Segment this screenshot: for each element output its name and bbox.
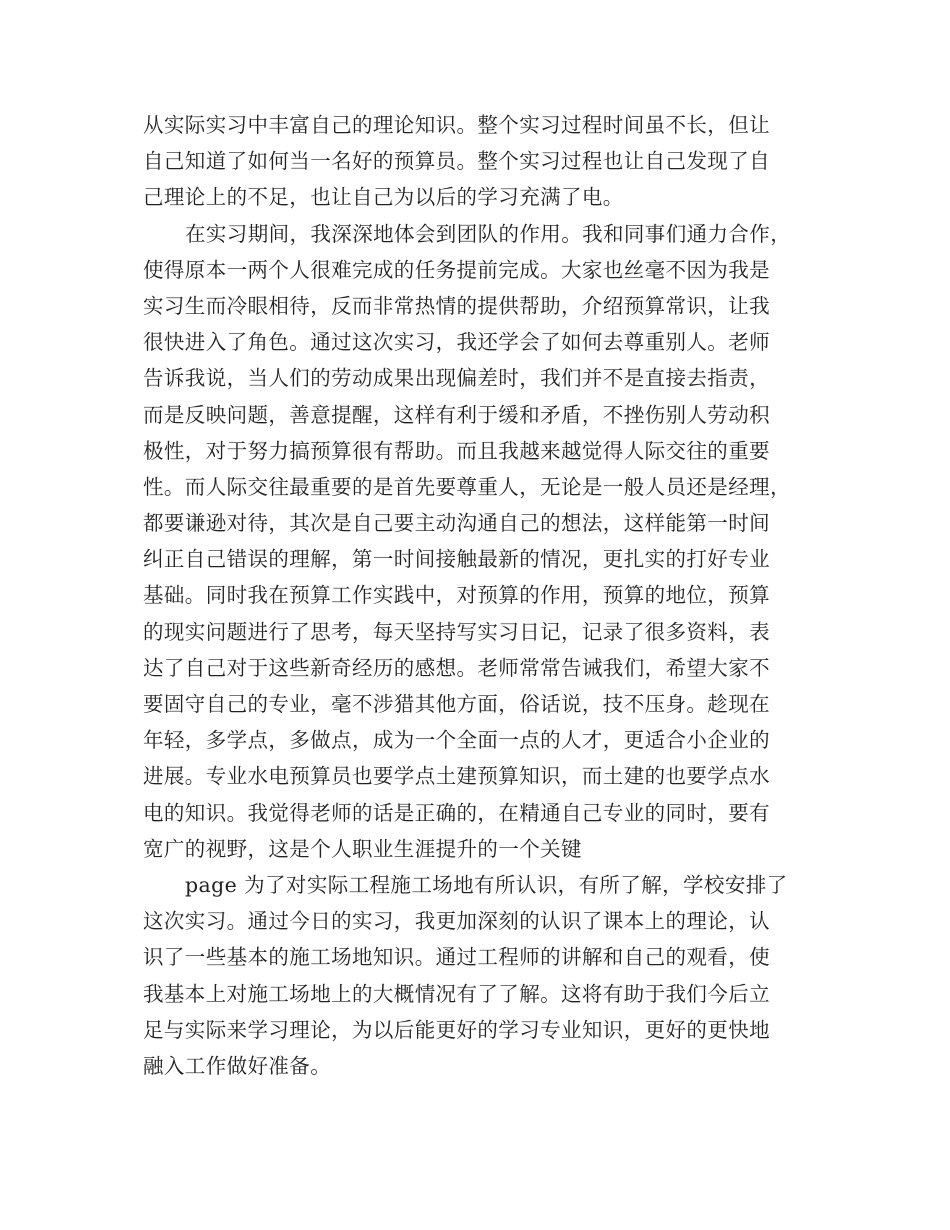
text-line: 这次实习。通过今日的实习，我更加深刻的认识了课本上的理论，认 [143, 909, 770, 934]
text-line: 电的知识。我觉得老师的话是正确的，在精通自己专业的同时，要有 [143, 800, 770, 825]
text-line: 融入工作做好准备。 [143, 1053, 332, 1078]
text-line: 性。而人际交往最重要的是首先要尊重人，无论是一般人员还是经理， [143, 474, 791, 499]
text-line: page 为了对实际工程施工场地有所认识，有所了解，学校安排了 [185, 872, 788, 897]
text-line: 宽广的视野，这是个人职业生涯提升的一个关键 [143, 836, 582, 861]
text-line: 基础。同时我在预算工作实践中，对预算的作用，预算的地位，预算 [143, 583, 770, 608]
text-line: 而是反映问题，善意提醒，这样有利于缓和矛盾，不挫伤别人劳动积 [143, 402, 770, 427]
text-line: 足与实际来学习理论，为以后能更好的学习专业知识，更好的更快地 [143, 1017, 770, 1042]
text-line: 告诉我说，当人们的劳动成果出现偏差时，我们并不是直接去指责， [143, 366, 770, 391]
text-line: 自己知道了如何当一名好的预算员。整个实习过程也让自己发现了自 [143, 149, 770, 174]
text-line: 己理论上的不足，也让自己为以后的学习充满了电。 [143, 185, 624, 210]
text-line: 在实习期间，我深深地体会到团队的作用。我和同事们通力合作， [185, 221, 792, 246]
text-line: 实习生而冷眼相待，反而非常热情的提供帮助，介绍预算常识，让我 [143, 293, 770, 318]
text-line: 的现实问题进行了思考，每天坚持写实习日记，记录了很多资料，表 [143, 619, 770, 644]
document-body [143, 107, 813, 1084]
text-line: 要固守自己的专业，毫不涉猎其他方面，俗话说，技不压身。趁现在 [143, 692, 770, 716]
text-line: 极性，对于努力搞预算很有帮助。而且我越来越觉得人际交往的重要 [143, 438, 770, 463]
text-line: 使得原本一两个人很难完成的任务提前完成。大家也丝毫不因为我是 [143, 257, 770, 282]
paragraph-3 [143, 867, 813, 1084]
text-line: 都要谦逊对待，其次是自己要主动沟通自己的想法，这样能第一时间 [143, 511, 770, 536]
text-line: 进展。专业水电预算员也要学点土建预算知识，而土建的也要学点水 [143, 764, 770, 789]
paragraph-2 [143, 216, 813, 867]
paragraph-1 [143, 107, 813, 216]
text-line: 从实际实习中丰富自己的理论知识。整个实习过程时间虽不长，但让 [143, 113, 770, 137]
text-line: 年轻，多学点，多做点，成为一个全面一点的人才，更适合小企业的 [143, 728, 770, 753]
text-line: 很快进入了角色。通过这次实习，我还学会了如何去尊重别人。老师 [143, 330, 770, 355]
text-line: 识了一些基本的施工场地知识。通过工程师的讲解和自己的观看，使 [143, 945, 770, 970]
text-line: 纠正自己错误的理解，第一时间接触最新的情况，更扎实的打好专业 [143, 547, 770, 572]
text-line: 达了自己对于这些新奇经历的感想。老师常常告诫我们，希望大家不 [143, 655, 770, 680]
text-line: 我基本上对施工场地上的大概情况有了了解。这将有助于我们今后立 [143, 981, 770, 1006]
